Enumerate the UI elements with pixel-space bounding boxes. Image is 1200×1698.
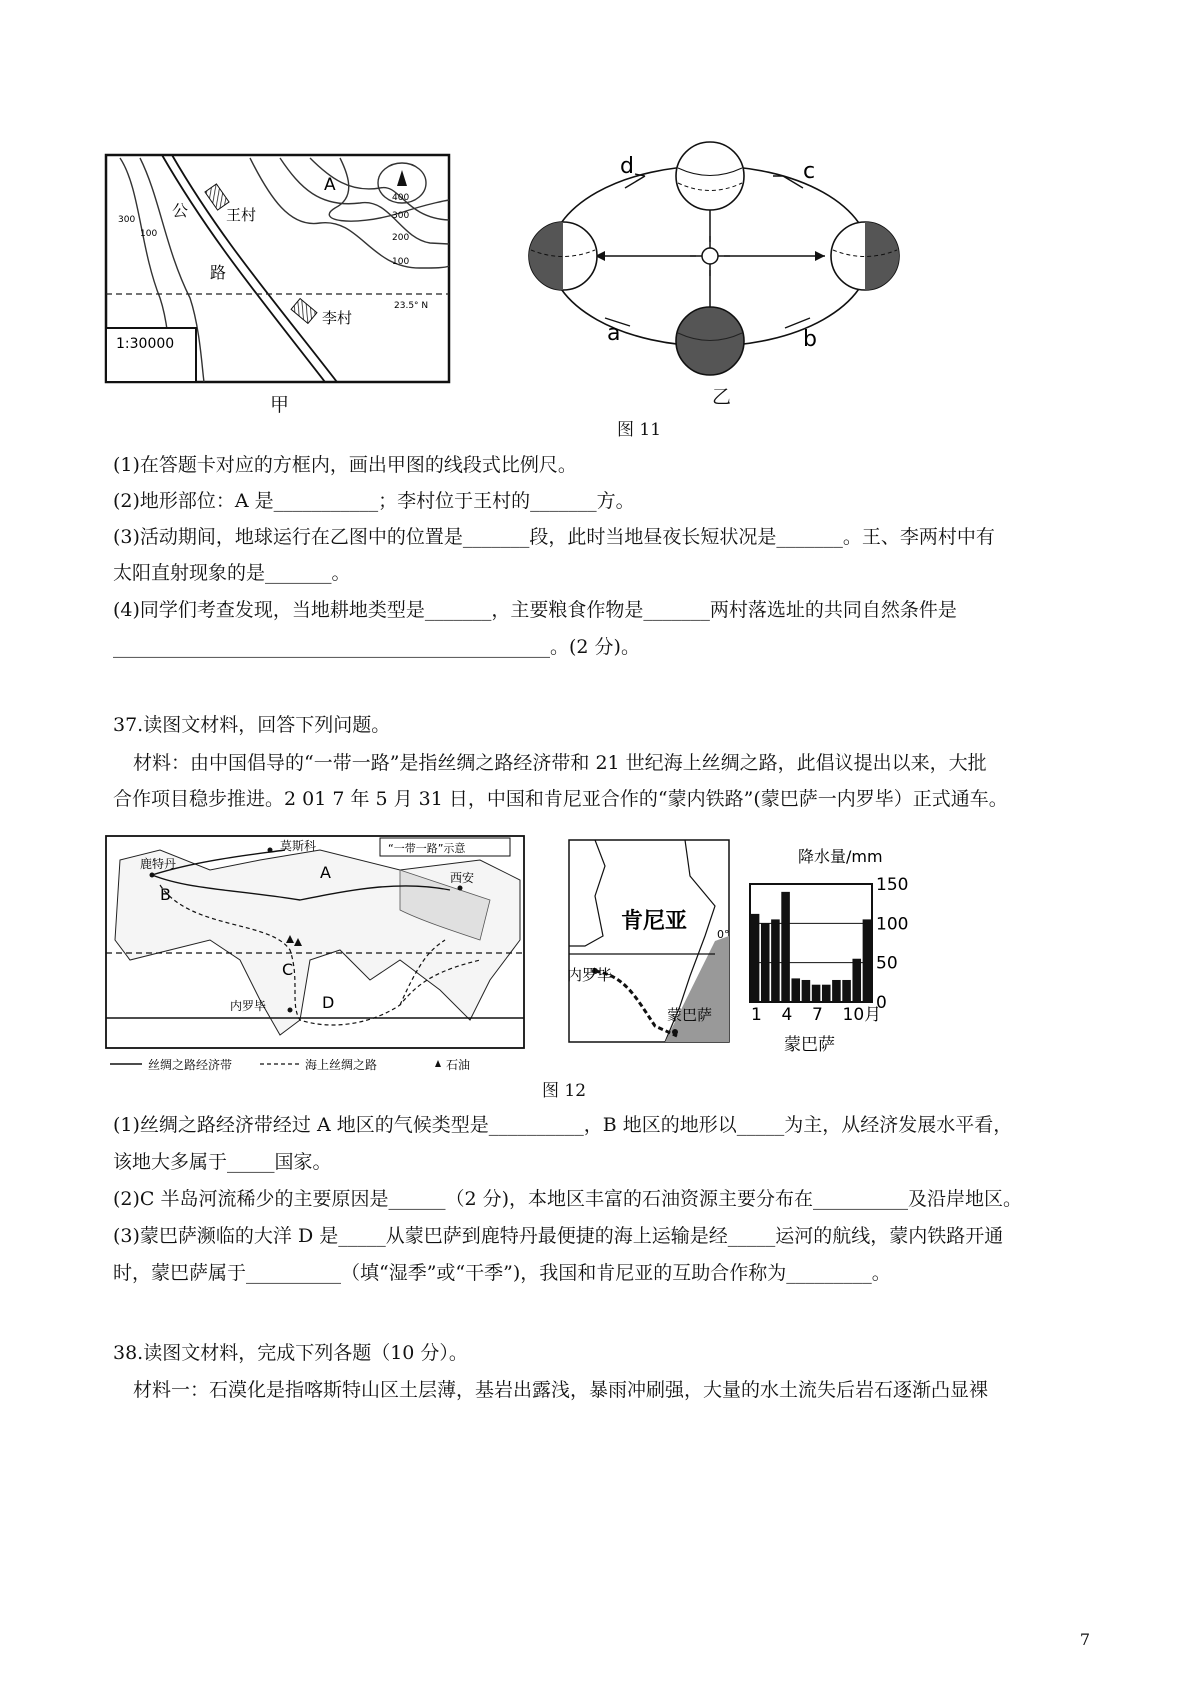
q37-1a: (1)丝绸之路经济带经过 A 地区的气候类型是__________，B 地区的地形以_____为主，从经济发展水平看， bbox=[113, 1114, 1013, 1136]
bar-month-3 bbox=[771, 919, 780, 1002]
contour-400: 400 bbox=[392, 193, 410, 203]
topo-map-jia bbox=[100, 128, 460, 428]
mombasa-precipitation-chart bbox=[740, 836, 909, 1058]
xtick-4: 10月 bbox=[842, 1005, 882, 1025]
legend-oil: 石油 bbox=[446, 1058, 471, 1072]
belt-road-map bbox=[100, 830, 530, 1075]
chart-xlabel: 蒙巴萨 bbox=[784, 1035, 835, 1055]
q37-3a: (3)蒙巴萨濒临的大洋 D 是_____从蒙巴萨到鹿特丹最便捷的海上运输是经_____运河的航线，蒙内铁路开通 bbox=[113, 1225, 1004, 1247]
xtick-3: 7 bbox=[812, 1005, 823, 1025]
bar-month-7 bbox=[812, 985, 821, 1002]
ytick-50: 50 bbox=[876, 953, 898, 974]
q37-2: (2)C 半岛河流稀少的主要原因是______（2 分)，本地区丰富的石油资源主要分布在__________及沿岸地区。 bbox=[113, 1188, 1023, 1210]
chart-title: 降水量/mm bbox=[798, 847, 883, 866]
contour-100-left: 100 bbox=[140, 229, 158, 239]
bar-month-12 bbox=[863, 919, 872, 1002]
segment-a: a bbox=[607, 321, 621, 346]
q36-2: (2)地形部位：A 是___________；李村位于王村的_______方。 bbox=[113, 490, 635, 512]
label-a: A bbox=[324, 175, 336, 195]
city-rotterdam: 鹿特丹 bbox=[140, 857, 177, 871]
village-wang-label: 王村 bbox=[226, 206, 257, 224]
q36-3b: 太阳直射现象的是_______。 bbox=[113, 562, 351, 584]
ytick-150: 150 bbox=[876, 875, 909, 895]
map-title: “一带一路”示意 bbox=[388, 842, 466, 855]
segment-b: b bbox=[803, 327, 817, 352]
figure-11-caption: 图 11 bbox=[617, 420, 662, 440]
kenya-map bbox=[565, 836, 735, 1058]
earth-right-icon bbox=[831, 222, 899, 290]
segment-c: c bbox=[803, 159, 816, 184]
figure-12-caption: 图 12 bbox=[542, 1081, 587, 1101]
contour-200: 200 bbox=[392, 233, 410, 243]
bar-month-11 bbox=[852, 959, 861, 1002]
orbit-diagram-yi bbox=[515, 128, 915, 408]
xtick-1: 1 bbox=[751, 1005, 762, 1025]
kenya-city-mombasa: 蒙巴萨 bbox=[667, 1006, 713, 1024]
bar-month-2 bbox=[761, 923, 770, 1002]
bar-month-10 bbox=[842, 980, 851, 1002]
segment-d: d bbox=[620, 154, 634, 179]
q36-3a: (3)活动期间，地球运行在乙图中的位置是_______段，此时当地昼夜长短状况是_______。王、李两村中有 bbox=[113, 526, 995, 548]
caption-jia: 甲 bbox=[270, 394, 290, 416]
page-number: 7 bbox=[1079, 1630, 1090, 1649]
earth-left-icon bbox=[529, 222, 597, 290]
parallel-label: 23.5° N bbox=[394, 301, 429, 311]
earth-top-icon bbox=[676, 142, 744, 210]
q37-title: 37.读图文材料，回答下列问题。 bbox=[113, 714, 391, 736]
q37-1b: 该地大多属于_____国家。 bbox=[113, 1151, 332, 1173]
sun-icon bbox=[702, 248, 718, 264]
label-gong: 公 bbox=[172, 201, 189, 220]
ytick-0: 0 bbox=[876, 993, 887, 1013]
caption-yi: 乙 bbox=[712, 386, 732, 408]
q37-material-b: 合作项目稳步推进。2 01 7 年 5 月 31 日，中国和肯尼亚合作的“蒙内铁路”(蒙巴萨一内罗毕）正式通车。 bbox=[113, 788, 1008, 810]
region-c: C bbox=[282, 960, 294, 979]
region-a: A bbox=[320, 863, 331, 882]
bar-month-6 bbox=[802, 980, 811, 1002]
region-b: B bbox=[160, 885, 171, 904]
equator-label: 0° bbox=[717, 928, 730, 941]
city-moscow: 莫斯科 bbox=[280, 839, 317, 853]
q37-material-a: 材料：由中国倡导的“一带一路”是指丝绸之路经济带和 21 世纪海上丝绸之路，此倡议提出以来，大批 bbox=[133, 752, 987, 774]
bar-month-9 bbox=[832, 980, 841, 1002]
kenya-label: 肯尼亚 bbox=[621, 909, 688, 934]
q36-4b: ______________________________________________。(2 分)。 bbox=[113, 636, 640, 658]
contour-300: 300 bbox=[392, 211, 410, 221]
q36-1: (1)在答题卡对应的方框内，画出甲图的线段式比例尺。 bbox=[113, 454, 577, 476]
earth-bottom-icon bbox=[676, 307, 744, 375]
label-lu: 路 bbox=[210, 263, 227, 282]
region-d: D bbox=[322, 993, 335, 1012]
bar-month-1 bbox=[751, 914, 760, 1002]
bar-month-5 bbox=[791, 978, 800, 1002]
bar-month-8 bbox=[822, 985, 831, 1002]
q37-3b: 时，蒙巴萨属于__________（填“湿季”或“干季”)，我国和肯尼亚的互助合作称为_________。 bbox=[113, 1262, 891, 1284]
xtick-2: 4 bbox=[781, 1005, 793, 1025]
q38-title: 38.读图文材料，完成下列各题（10 分）。 bbox=[113, 1342, 468, 1364]
contour-300-left: 300 bbox=[118, 215, 136, 225]
legend-silk-belt: 丝绸之路经济带 bbox=[148, 1058, 233, 1072]
contour-100: 100 bbox=[392, 257, 410, 267]
kenya-city-nairobi: 内罗毕 bbox=[567, 966, 613, 984]
ytick-100: 100 bbox=[876, 914, 909, 935]
bar-month-4 bbox=[781, 892, 790, 1002]
q38-material1: 材料一：石漠化是指喀斯特山区土层薄，基岩出露浅，暴雨冲刷强，大量的水土流失后岩石逐渐凸显裸 bbox=[133, 1379, 989, 1401]
q36-4a: (4)同学们考查发现，当地耕地类型是_______，主要粮食作物是_______两村落选址的共同自然条件是 bbox=[113, 599, 957, 621]
city-xian: 西安 bbox=[450, 871, 475, 885]
legend-maritime: 海上丝绸之路 bbox=[305, 1058, 378, 1072]
village-li-label: 李村 bbox=[322, 309, 353, 327]
city-nairobi: 内罗毕 bbox=[230, 999, 267, 1013]
scale-label: 1:30000 bbox=[116, 336, 175, 352]
